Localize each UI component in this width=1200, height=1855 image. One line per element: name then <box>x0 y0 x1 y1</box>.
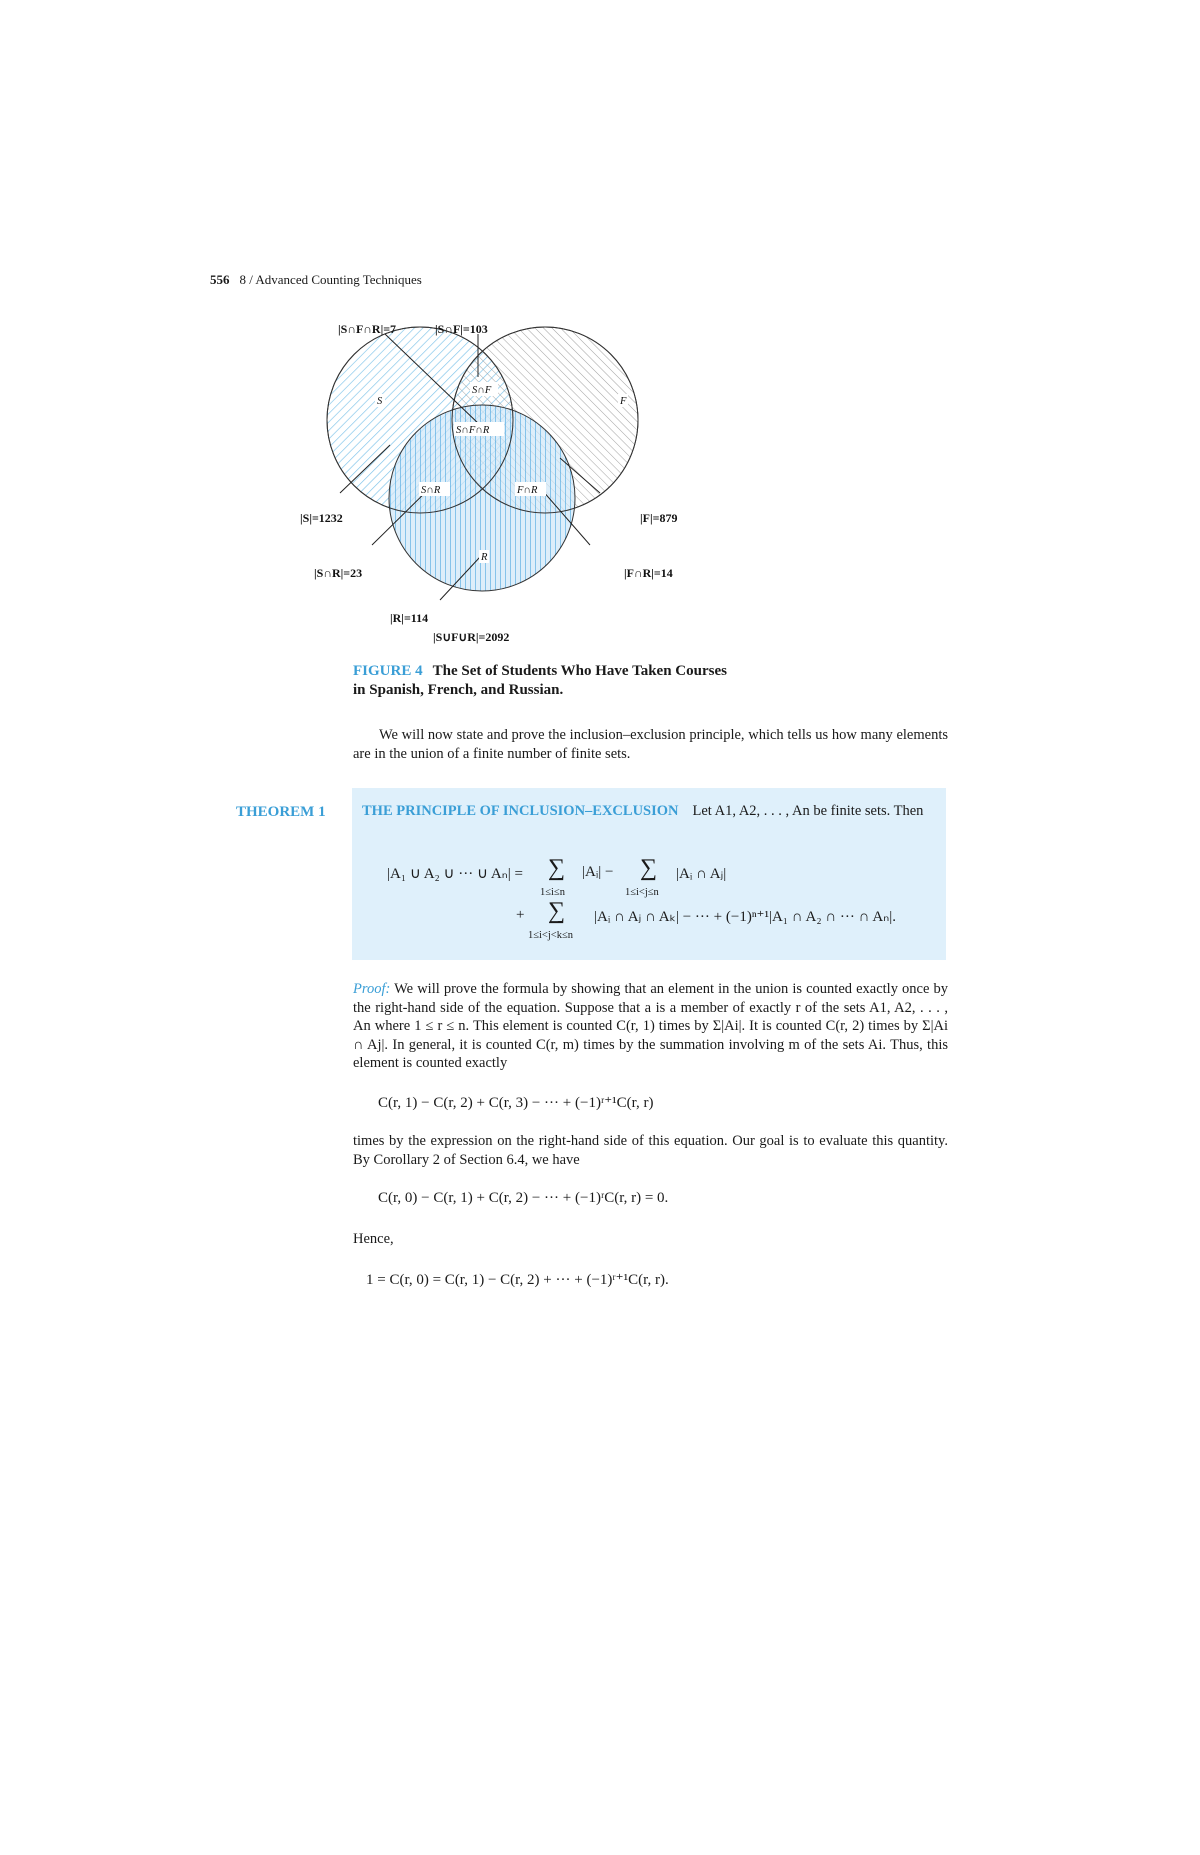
proof-text-1: We will prove the formula by showing that an element in the union is counted exactly once by the right-hand side of the equation. Suppose that a is a member of exactly r of the sets A1, A2, . . . , An where 1 ≤ r ≤ n. This element is counted C(r, 1) times by Σ|Ai|. It is counted C(r, 2) times by Σ|Ai ∩ Aj|. In general, it is counted C(r, m) times by the summation involving m of the sets Ai. Thus, this element is counted exactly <box>353 981 948 1071</box>
region-sf: S∩F <box>472 385 492 396</box>
label-r-count: |R|=114 <box>390 611 429 625</box>
eq1-sub1: 1≤i≤n <box>540 887 565 898</box>
label-sfr-count: |S∩F∩R|=7 <box>338 322 397 336</box>
label-s-count: |S|=1232 <box>300 511 343 525</box>
theorem-title: THE PRINCIPLE OF INCLUSION–EXCLUSION <box>362 803 679 819</box>
label-union-count: |S∪F∪R|=2092 <box>433 630 510 644</box>
sigma-3: ∑ <box>548 898 566 924</box>
label-fr-count: |F∩R|=14 <box>624 566 673 580</box>
label-sr-count: |S∩R|=23 <box>314 566 363 580</box>
theorem-statement: Let A1, A2, . . . , An be finite sets. Then <box>692 803 924 819</box>
eq1-sub2: 1≤i<j≤n <box>625 887 659 898</box>
eq1-term1: |Aᵢ| − <box>582 864 614 880</box>
proof-eq-3: 1 = C(r, 0) = C(r, 1) − C(r, 2) + ··· + (−1)ʳ⁺¹C(r, r). <box>366 1272 669 1288</box>
theorem-label: THEOREM 1 <box>236 804 326 820</box>
eq2-plus: + <box>516 907 525 923</box>
figure-caption <box>353 662 813 700</box>
page-number: 556 <box>210 272 230 287</box>
proof-eq-2: C(r, 0) − C(r, 1) + C(r, 2) − ··· + (−1)ʳC(r, r) = 0. <box>378 1190 669 1206</box>
proof-paragraph-2: times by the expression on the right-hand side of this equation. Our goal is to evaluate this quantity. By Corollary 2 of Section 6.4, we have <box>353 1133 948 1168</box>
intro-paragraph: We will now state and prove the inclusion–exclusion principle, which tells us how many elements are in the union of a finite number of finite sets. <box>353 727 948 762</box>
venn-diagram <box>300 310 870 650</box>
region-s: S <box>377 396 383 407</box>
eq1-term2: |Aᵢ ∩ Aⱼ| <box>676 866 727 882</box>
sigma-2: ∑ <box>640 855 658 881</box>
region-r: R <box>481 552 488 563</box>
caption-line2: in Spanish, French, and Russian. <box>353 682 564 698</box>
eq2-term: |Aᵢ ∩ Aⱼ ∩ Aₖ| − ··· + (−1)ⁿ⁺¹|A₁ ∩ A₂ ∩ ··· ∩ Aₙ|. <box>594 909 896 925</box>
caption-line1: The Set of Students Who Have Taken Courses <box>432 663 727 679</box>
region-sr: S∩R <box>421 485 441 496</box>
region-f: F <box>620 396 627 407</box>
proof-hence: Hence, <box>353 1231 394 1247</box>
sigma-1: ∑ <box>548 855 566 881</box>
proof-eq-1: C(r, 1) − C(r, 2) + C(r, 3) − ··· + (−1)ʳ⁺¹C(r, r) <box>378 1095 654 1111</box>
label-f-count: |F|=879 <box>640 511 678 525</box>
running-head <box>210 272 422 288</box>
region-fr: F∩R <box>517 485 538 496</box>
chapter-title: 8 / Advanced Counting Techniques <box>239 272 422 287</box>
eq1-lhs: |A₁ ∪ A₂ ∪ ··· ∪ Aₙ| = <box>387 866 523 882</box>
proof-paragraph-1 <box>353 980 948 1073</box>
theorem-text <box>362 802 938 820</box>
figure-number: FIGURE 4 <box>353 663 423 679</box>
region-sfr: S∩F∩R <box>456 425 490 436</box>
proof-label: Proof: <box>353 981 391 997</box>
label-sf-count: |S∩F|=103 <box>435 322 488 336</box>
eq2-sub: 1≤i<j<k≤n <box>528 930 573 941</box>
